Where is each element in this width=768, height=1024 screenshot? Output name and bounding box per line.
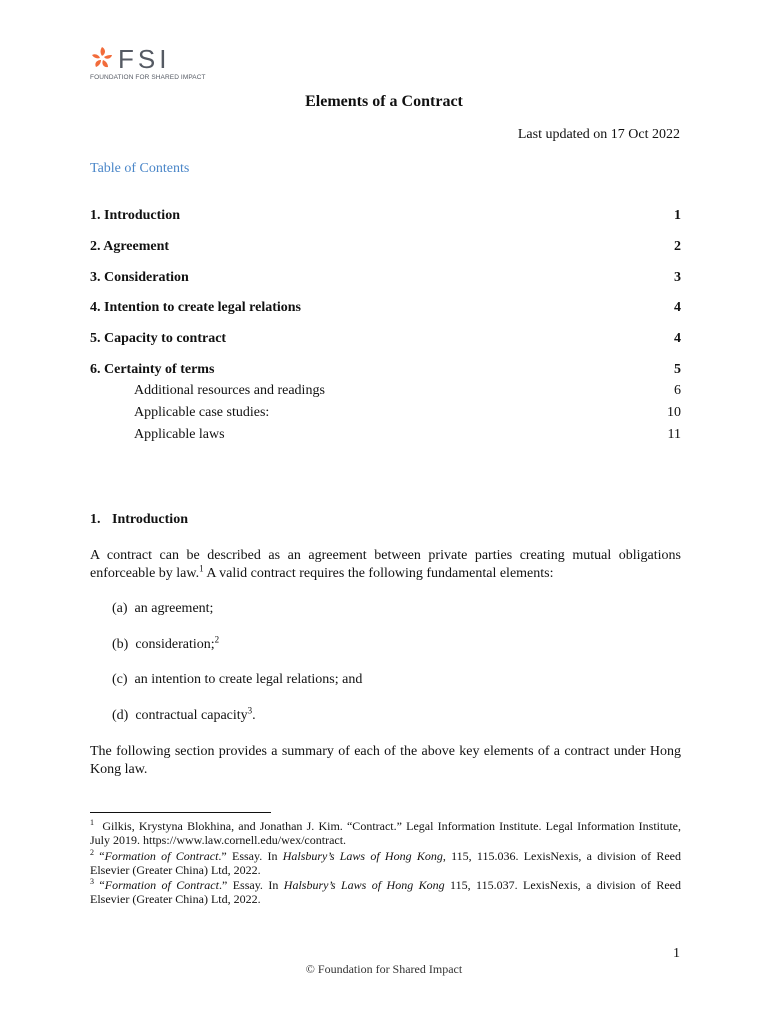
list-item-text: (d) contractual capacity [112, 708, 248, 723]
footnote-mark: 3 [90, 877, 94, 886]
toc-entry-intention[interactable] [90, 300, 681, 316]
footnote-italic: Formation of Contract [104, 878, 219, 892]
section-heading-introduction [90, 512, 188, 528]
intro-text: A contract can be described as an agreement between private parties creating mutual obligations enforceable by law. [90, 548, 681, 581]
section-title: Introduction [112, 512, 188, 527]
toc-entry-page: 11 [667, 427, 681, 442]
toc-heading[interactable]: Table of Contents [90, 161, 190, 176]
footnote-text: .” Essay. In [218, 878, 284, 892]
toc-entry-label: 5. Capacity to contract [90, 331, 227, 346]
document-title: Elements of a Contract [305, 93, 463, 110]
intro-paragraph [90, 547, 681, 583]
toc-entry-capacity[interactable] [90, 331, 681, 347]
toc-entry-page: 3 [674, 270, 681, 285]
toc-entry-page: 2 [674, 239, 681, 254]
footnote-text: Gilkis, Krystyna Blokhina, and Jonathan J. Kim. “Contract.” Legal Information Institute. Legal Information Institute, July 2019. https://www.law.cornell.edu/wex/contract. [90, 819, 681, 847]
footnote-3 [90, 879, 681, 906]
logo-wordmark: FSI [118, 44, 171, 74]
toc-entry-consideration[interactable] [90, 270, 681, 286]
toc-entry-page: 1 [674, 208, 681, 223]
toc-entry-page: 5 [674, 362, 681, 377]
footnote-mark: 2 [90, 848, 94, 857]
footnote-text: .” Essay. In [218, 849, 283, 863]
footnote-text: 115, 115.037. LexisNexis, a division of Reed Elsevier (Greater China) Ltd, 2022. [90, 878, 682, 906]
toc-entry-label: 3. Consideration [90, 270, 189, 285]
toc-entry-page: 4 [674, 300, 681, 315]
footnote-text: “ [94, 878, 105, 892]
list-item [112, 705, 256, 724]
list-item [112, 634, 220, 653]
intro-text-cont: A valid contract requires the following fundamental elements: [203, 566, 554, 581]
list-item-text: (a) an agreement; [112, 601, 214, 616]
copyright-footer: © Foundation for Shared Impact [305, 962, 463, 976]
footnote-italic: Halsbury’s Laws of Hong Kong [282, 849, 443, 863]
footnote-divider [90, 812, 271, 813]
list-item [112, 672, 362, 688]
footnote-ref[interactable]: 3 [247, 705, 253, 716]
toc-entry-label: Applicable laws [134, 427, 225, 442]
toc-entry-label: 6. Certainty of terms [90, 362, 215, 377]
logo-tagline: FOUNDATION FOR SHARED IMPACT [90, 74, 206, 81]
footnote-ref[interactable]: 2 [214, 634, 220, 645]
list-item [112, 601, 213, 617]
toc-subentry-case-studies[interactable] [134, 405, 681, 421]
toc-entry-page: 4 [674, 331, 681, 346]
toc-entry-introduction[interactable] [90, 208, 681, 224]
toc-entry-label: 4. Intention to create legal relations [90, 300, 302, 315]
footnote-italic: Halsbury’s Laws of Hong Kong [283, 878, 445, 892]
toc-entry-agreement[interactable] [90, 239, 681, 255]
toc-subentry-resources[interactable] [134, 383, 681, 399]
footnote-text: , 115, 115.036. LexisNexis, a division of Reed Elsevier (Greater China) Ltd, 2022. [90, 849, 682, 877]
list-item-text: (c) an intention to create legal relations; and [112, 672, 363, 687]
toc-subentry-laws[interactable] [134, 427, 681, 443]
list-item-punct: . [252, 708, 256, 723]
page-number: 1 [673, 946, 680, 961]
footnote-1 [90, 820, 681, 847]
toc-entry-label: 1. Introduction [90, 208, 180, 223]
list-item-text: (b) consideration; [112, 637, 215, 652]
toc-entry-label: Additional resources and readings [134, 383, 325, 398]
fsi-logo [90, 44, 206, 88]
footnote-mark: 1 [90, 818, 94, 827]
fsi-logo-icon [90, 46, 114, 70]
last-updated: Last updated on 17 Oct 2022 [517, 127, 680, 142]
section-number: 1. [90, 512, 101, 527]
toc-entry-certainty[interactable] [90, 362, 681, 378]
toc-entry-page: 6 [674, 383, 681, 398]
toc-entry-label: Applicable case studies: [134, 405, 270, 420]
summary-paragraph: The following section provides a summary of each of the above key elements of a contract under Hong Kong law. [90, 744, 681, 777]
toc-entry-label: 2. Agreement [90, 239, 170, 254]
footnote-2 [90, 850, 681, 877]
footnote-ref[interactable]: 1 [199, 563, 204, 574]
toc-entry-page: 10 [667, 405, 681, 420]
footnote-italic: Formation of Contract [104, 849, 219, 863]
footnote-text: “ [94, 849, 105, 863]
